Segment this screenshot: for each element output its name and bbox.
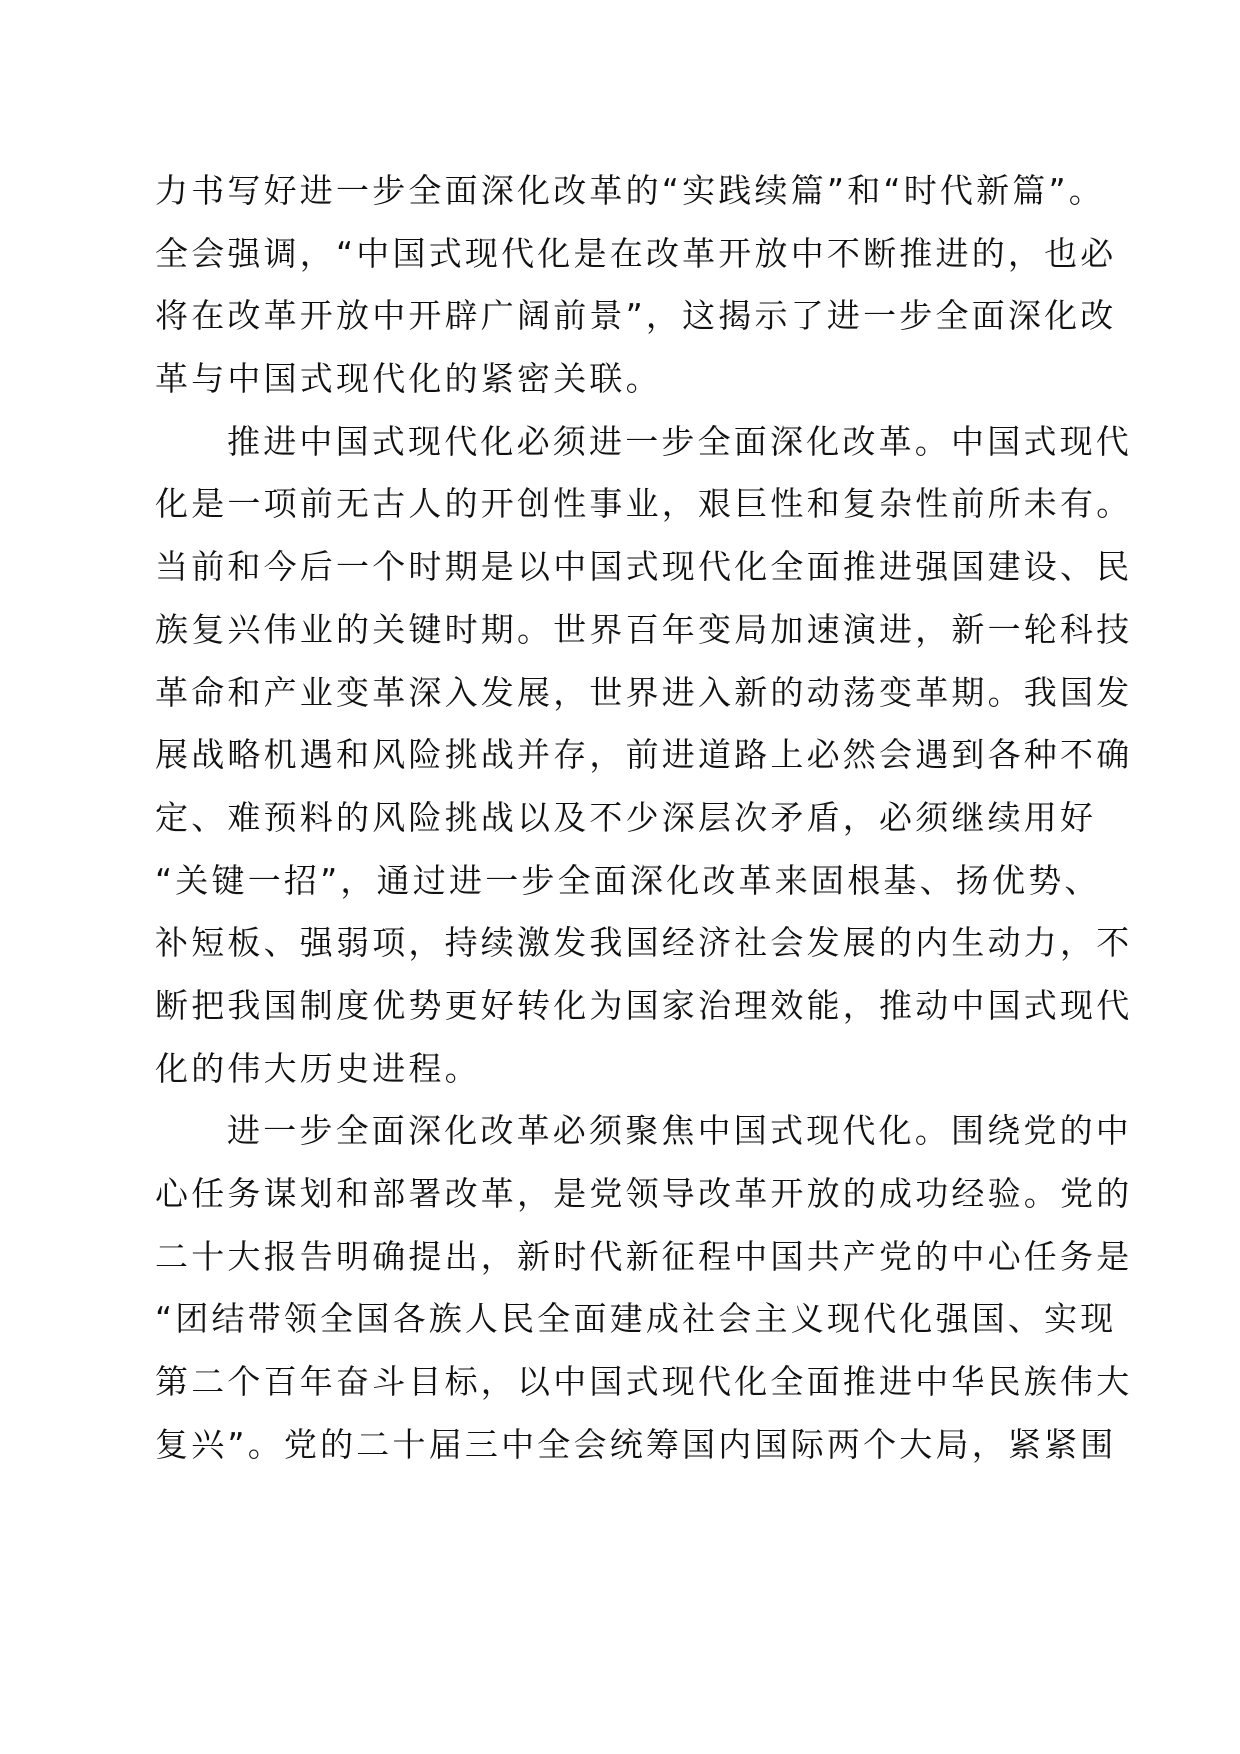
text-line: 复兴”。党的二十届三中全会统筹国内国际两个大局，紧紧围 xyxy=(155,1424,1117,1464)
text-line: 化是一项前无古人的开创性事业，艰巨性和复杂性前所未有。 xyxy=(155,484,1133,524)
text-line: 革命和产业变革深入发展，世界进入新的动荡变革期。我国发 xyxy=(155,672,1133,712)
text-line: 补短板、强弱项，持续激发我国经济社会发展的内生动力，不 xyxy=(155,923,1133,963)
text-line: “团结带领全国各族人民全面建成社会主义现代化强国、实现 xyxy=(155,1299,1117,1339)
text-line: 展战略机遇和风险挑战并存，前进道路上必然会遇到各种不确 xyxy=(155,735,1133,775)
text-line: 第二个百年奋斗目标，以中国式现代化全面推进中华民族伟大 xyxy=(155,1362,1133,1402)
text-line: 断把我国制度优势更好转化为国家治理效能，推动中国式现代 xyxy=(155,985,1133,1025)
text-line: 化的伟大历史进程。 xyxy=(155,1048,481,1088)
text-line: 力书写好进一步全面深化改革的“实践续篇”和“时代新篇”。 xyxy=(155,171,1105,210)
text-line: 革与中国式现代化的紧密关联。 xyxy=(155,359,662,399)
text-line: “关键一招”，通过进一步全面深化改革来固根基、扬优势、 xyxy=(155,860,1101,900)
text-line: 二十大报告明确提出，新时代新征程中国共产党的中心任务是 xyxy=(155,1236,1133,1276)
text-line: 将在改革开放中开辟广阔前景”，这揭示了进一步全面深化改 xyxy=(155,296,1117,336)
text-line: 全会强调，“中国式现代化是在改革开放中不断推进的，也必 xyxy=(155,233,1117,273)
paragraph-first-line: 进一步全面深化改革必须聚焦中国式现代化。围绕党的中 xyxy=(227,1111,1132,1151)
text-line: 心任务谋划和部署改革，是党领导改革开放的成功经验。党的 xyxy=(155,1174,1133,1213)
text-line: 定、难预料的风险挑战以及不少深层次矛盾，必须继续用好 xyxy=(155,797,1097,837)
text-line: 当前和今后一个时期是以中国式现代化全面推进强国建设、民 xyxy=(155,547,1133,587)
paragraph-first-line: 推进中国式现代化必须进一步全面深化改革。中国式现代 xyxy=(227,421,1132,461)
text-line: 族复兴伟业的关键时期。世界百年变局加速演进，新一轮科技 xyxy=(155,609,1133,649)
body-text xyxy=(155,160,1133,1476)
